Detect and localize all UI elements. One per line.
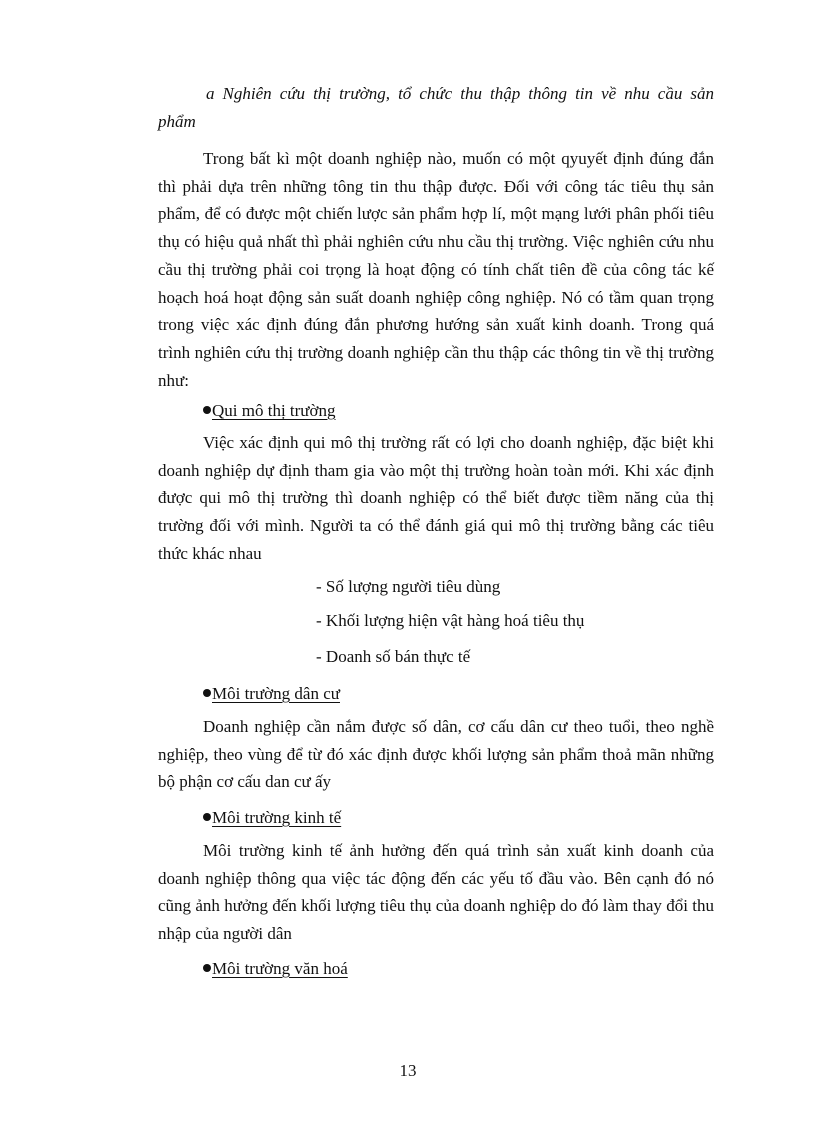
bullet-dot-icon <box>203 813 211 821</box>
bullet-economic-environment-title: Môi trường kinh tế <box>212 808 342 827</box>
economic-environment-paragraph: Môi trường kinh tế ảnh hưởng đến quá trình sản xuất kinh doanh của doanh nghiệp thông qua việc tác động đến các yếu tố đầu vào. Bên cạnh đó nó cũng ảnh hưởng đến khối lượng tiêu thụ của doanh nghiệp do đó làm thay đổi thu nhập của người dân <box>158 841 714 944</box>
section-heading-line-2: phẩm <box>158 111 196 131</box>
bullet-population-environment-title: Môi trường dân cư <box>212 684 340 703</box>
bullet-dot-icon <box>203 689 211 697</box>
section-heading <box>158 80 714 135</box>
bullet-market-size-title: Qui mô thị trường <box>212 401 336 420</box>
market-size-paragraph: Việc xác định qui mô thị trường rất có lợi cho doanh nghiệp, đặc biệt khi doanh nghiệp dự định tham gia vào một thị trường hoàn toàn mới. Khi xác định được qui mô thị trường thì doanh nghiệp có thể biết được tiềm năng của thị trường đối với mình. Người ta có thể đánh giá qui mô thị trường bằng các tiêu thức khác nhau <box>158 433 714 563</box>
bullet-cultural-environment <box>203 958 348 980</box>
bullet-economic-environment <box>203 807 341 829</box>
section-heading-line-1: a Nghiên cứu thị trường, tổ chức thu thập thông tin về nhu cầu sản <box>206 84 714 103</box>
bullet-cultural-environment-title: Môi trường văn hoá <box>212 959 348 978</box>
intro-paragraph: Trong bất kì một doanh nghiệp nào, muốn có một qyuyết định đúng đắn thì phải dựa trên những tông tin thu thập được. Đối với công tác tiêu thụ sản phẩm, để có được một chiến lược sản phẩm hợp lí, một mạng lưới phân phối tiêu thụ có hiệu quả nhất thì phải nghiên cứu nhu cầu thị trường. Việc nghiên cứu nhu cầu thị trường phải coi trọng là hoạt động có tính chất tiên đề của công tác kế hoạch hoá hoạt động sản suất doanh nghiệp công nghiệp. Nó có tầm quan trọng trong việc xác định đúng đắn phương hướng sản xuất kinh doanh. Trong quá trình nghiên cứu thị trường doanh nghiệp cần thu thập các thông tin về thị trường như: <box>158 149 714 390</box>
criteria-item-volume: - Khối lượng hiện vật hàng hoá tiêu thụ <box>316 611 585 630</box>
bullet-population-environment <box>203 683 340 705</box>
criteria-item-consumers: - Số lượng người tiêu dùng <box>316 577 501 596</box>
criteria-item-revenue: - Doanh số bán thực tế <box>316 647 471 666</box>
bullet-market-size <box>203 400 336 422</box>
page-number: 13 <box>399 1061 417 1080</box>
bullet-dot-icon <box>203 964 211 972</box>
population-environment-paragraph: Doanh nghiệp cần nắm được số dân, cơ cấu dân cư theo tuổi, theo nghề nghiệp, theo vùng để từ đó xác định được khối lượng sản phẩm thoả mãn những bộ phận cơ cấu dan cư ấy <box>158 717 714 792</box>
bullet-dot-icon <box>203 406 211 414</box>
